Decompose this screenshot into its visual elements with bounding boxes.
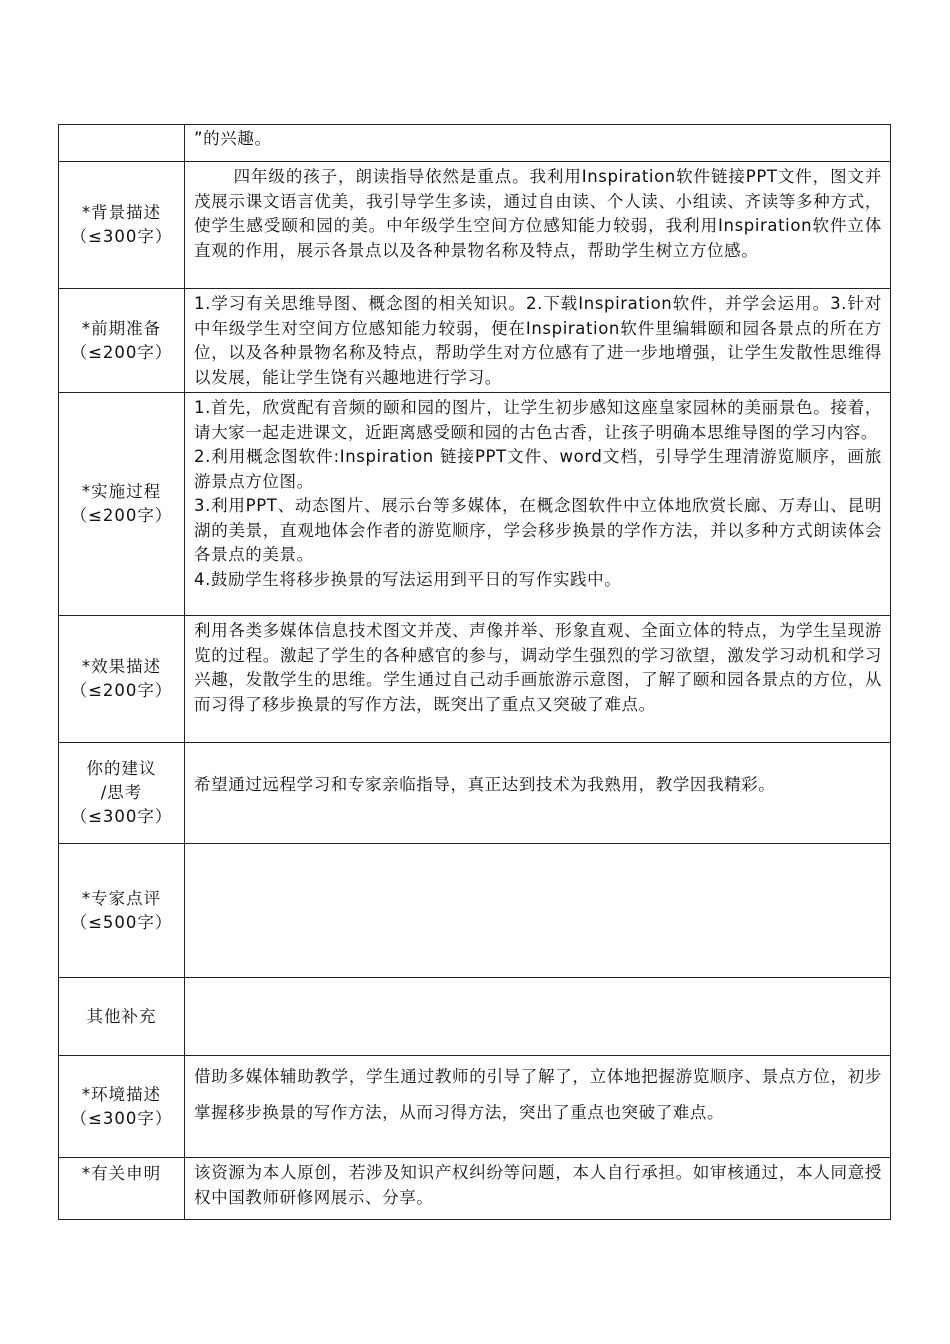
table-row-continuation — [59, 125, 891, 162]
label-suggestion-title: 你的建议 — [86, 759, 157, 778]
label-environment-title: *环境描述 — [81, 1084, 162, 1104]
row-content-environment — [185, 1056, 891, 1158]
form-table — [58, 124, 891, 1220]
row-label-background — [59, 162, 185, 289]
label-implementation-title: *实施过程 — [81, 482, 162, 501]
implementation-step-1: 1.首先，欣赏配有音频的颐和园的图片，让学生初步感知这座皇家园林的美丽景色。接着，请大家一起走进课文，近距离感受颐和园的古色古香，让孩子明确本思维导图的学习内容。 — [194, 398, 882, 442]
row-label-other — [59, 978, 185, 1056]
row-content-effect — [185, 616, 891, 743]
table-row-implementation — [59, 393, 891, 616]
row-content-other — [185, 978, 891, 1056]
table-row-expert-review — [59, 844, 891, 978]
table-row-suggestion — [59, 743, 891, 844]
declaration-text: 该资源为本人原创，若涉及知识产权纠纷等问题，本人自行承担。如审核通过，本人同意授权中国教师研修网展示、分享。 — [194, 1163, 882, 1207]
row-label-expert-review — [59, 844, 185, 978]
background-text: 四年级的孩子，朗读指导依然是重点。我利用Inspiration软件链接PPT文件，图文并茂展示课文语言优美，我引导学生多读，通过自由读、个人读、小组读、齐读等多种方式，使学生感受颐和园的美。中年级学生空间方位感知能力较弱，我利用Inspiration软件立体直观的作用，展示各景点以及各种景物名称及特点，帮助学生树立方位感。 — [194, 167, 882, 260]
label-effect-limit: （≤200字） — [70, 681, 173, 700]
row-label-preparation — [59, 289, 185, 393]
label-background-title: *背景描述 — [81, 203, 162, 222]
row-label-environment — [59, 1056, 185, 1158]
label-environment-limit: （≤300字） — [70, 1108, 173, 1128]
label-expert-title: *专家点评 — [81, 888, 162, 908]
implementation-step-2: 2.利用概念图软件:Inspiration 链接PPT文件、word文档，引导学生理清游览顺序，画旅游景点方位图。 — [194, 447, 882, 491]
row-label-implementation — [59, 393, 185, 616]
implementation-step-4: 4.鼓励学生将移步换景的写法运用到平日的写作实践中。 — [194, 569, 622, 589]
implementation-step-3: 3.利用PPT、动态图片、展示台等多媒体，在概念图软件中立体地欣赏长廊、万寿山、昆明湖的美景，直观地体会作者的游览顺序，学会移步换景的学作方法，并以多种方式朗读体会各景点的美景。 — [194, 496, 882, 564]
row-label-effect — [59, 616, 185, 743]
label-suggestion-limit: （≤300字） — [70, 807, 173, 826]
row-content-expert-review — [185, 844, 891, 978]
table-row-background — [59, 162, 891, 289]
table-row-effect — [59, 616, 891, 743]
row-label-declaration — [59, 1158, 185, 1220]
table-row-environment — [59, 1056, 891, 1158]
label-effect-title: *效果描述 — [81, 657, 162, 676]
table-row-other — [59, 978, 891, 1056]
row-content-preparation — [185, 289, 891, 393]
suggestion-text: 希望通过远程学习和专家亲临指导，真正达到技术为我熟用，教学因我精彩。 — [194, 775, 776, 794]
row-label-empty — [59, 125, 185, 162]
effect-text: 利用各类多媒体信息技术图文并茂、声像并举、形象直观、全面立体的特点，为学生呈现游览的过程。激起了学生的各种感官的参与，调动学生强烈的学习欲望，激发学习动机和学习兴趣，发散学生的思维。学生通过自己动手画旅游示意图，了解了颐和园各景点的方位，从而习得了移步换景的写作方法，既突出了重点又突破了难点。 — [194, 621, 882, 714]
label-background-limit: （≤300字） — [70, 227, 173, 246]
table-row-preparation — [59, 289, 891, 393]
label-declaration-title: *有关申明 — [81, 1164, 162, 1183]
label-suggestion-sub: /思考 — [100, 783, 143, 802]
row-label-suggestion — [59, 743, 185, 844]
row-content-implementation — [185, 393, 891, 616]
continuation-text: ”的兴趣。 — [194, 129, 272, 148]
row-content-continuation — [185, 125, 891, 162]
row-content-declaration — [185, 1158, 891, 1220]
row-content-suggestion — [185, 743, 891, 844]
table-row-declaration — [59, 1158, 891, 1220]
preparation-text: 1.学习有关思维导图、概念图的相关知识。2.下载Inspiration软件，并学会运用。3.针对中年级学生对空间方位感知能力较弱，便在Inspiration软件里编辑颐和园各景点的所在方位，以及各种景物名称及特点，帮助学生对方位感有了进一步地增强，让学生发散性思维得以发展，能让学生饶有兴趣地进行学习。 — [194, 294, 882, 387]
label-implementation-limit: （≤200字） — [70, 506, 173, 525]
label-preparation-title: *前期准备 — [81, 318, 162, 338]
label-preparation-limit: （≤200字） — [70, 342, 173, 362]
label-other-title: 其他补充 — [86, 1006, 157, 1026]
environment-text: 借助多媒体辅助教学，学生通过教师的引导了解了，立体地把握游览顺序、景点方位，初步掌握移步换景的写作方法，从而习得方法，突出了重点也突破了难点。 — [194, 1067, 882, 1122]
label-expert-limit: （≤500字） — [70, 912, 173, 932]
row-content-background — [185, 162, 891, 289]
